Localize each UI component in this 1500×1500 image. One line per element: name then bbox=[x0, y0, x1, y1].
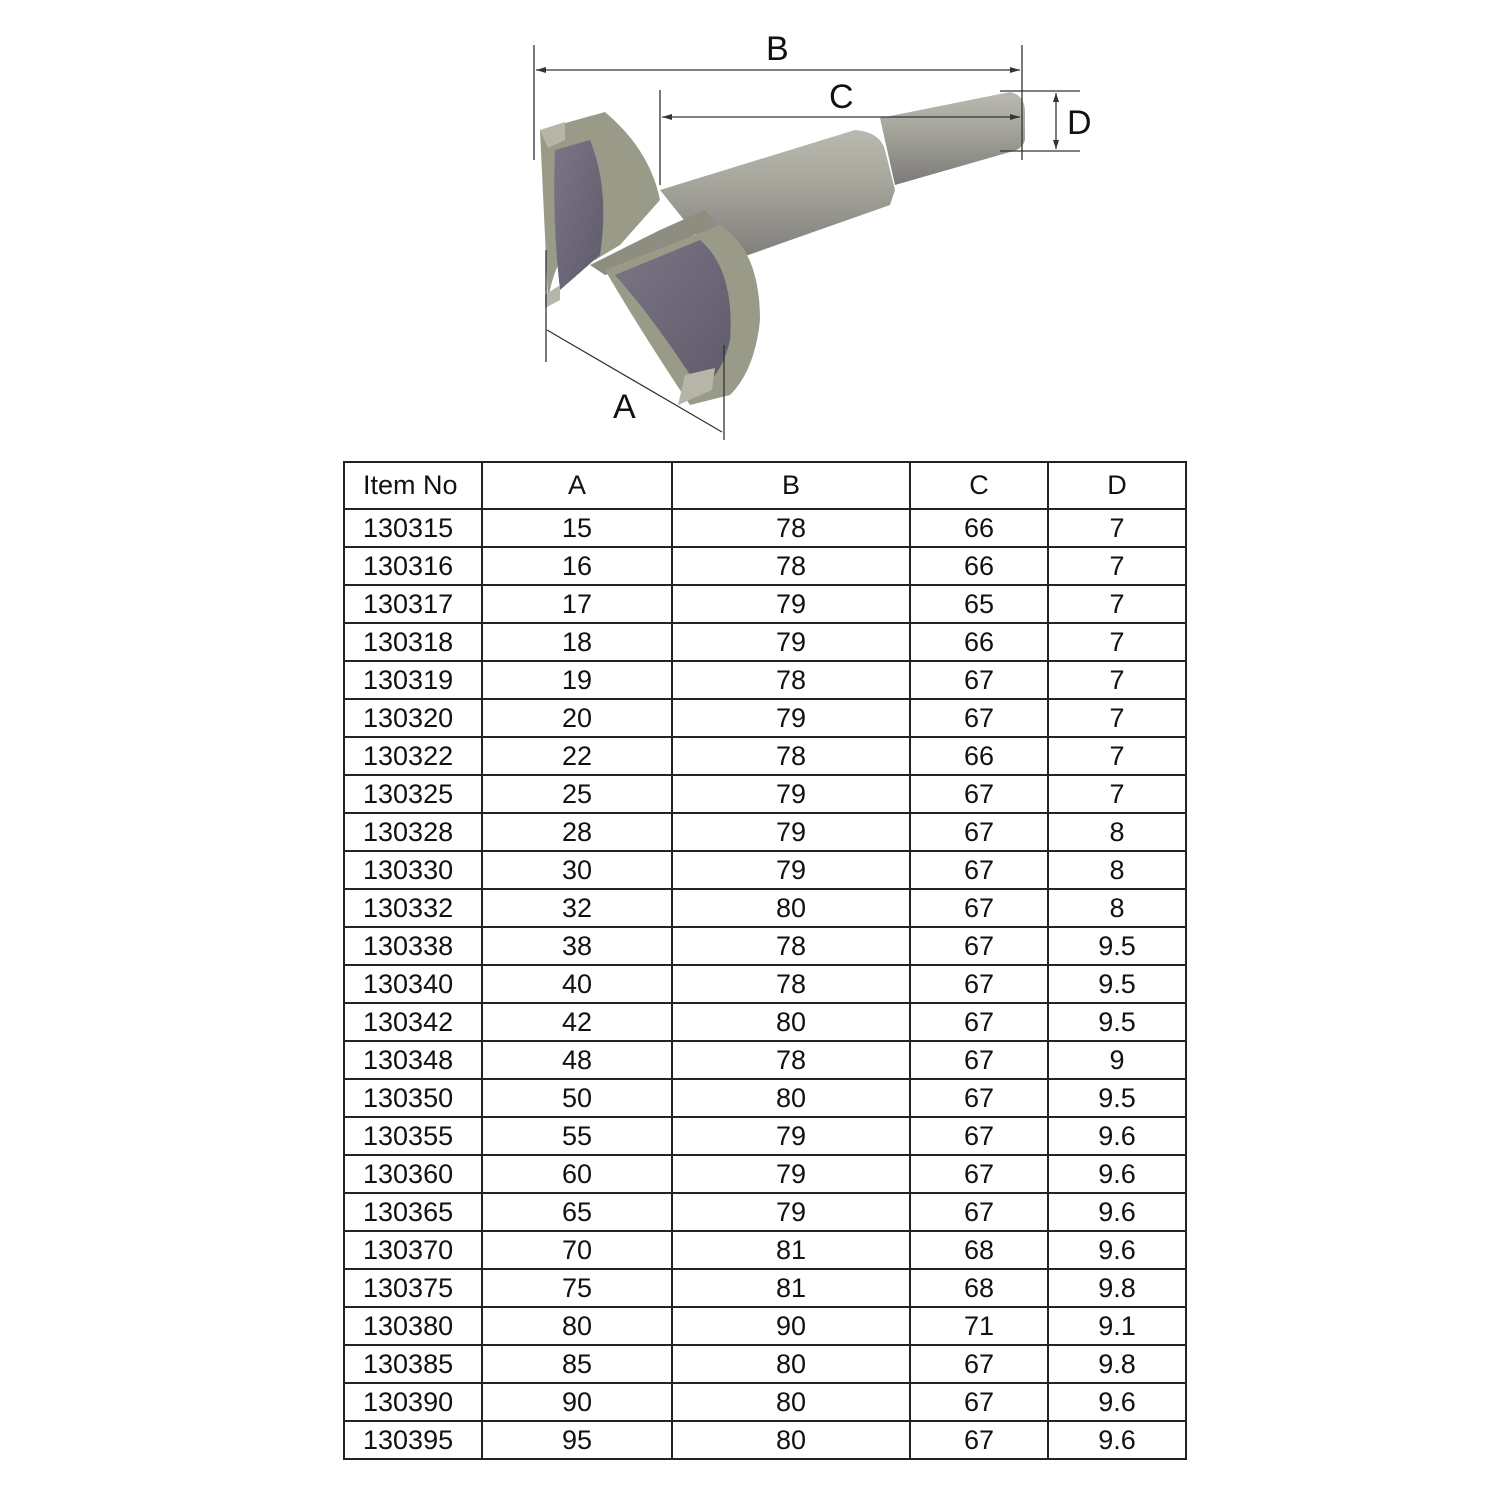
table-row bbox=[344, 1003, 1186, 1041]
a-cell: 95 bbox=[482, 1421, 672, 1459]
table-row bbox=[344, 1383, 1186, 1421]
item-no-cell: 130322 bbox=[344, 737, 482, 775]
d-cell: 9.8 bbox=[1048, 1345, 1186, 1383]
table-row bbox=[344, 699, 1186, 737]
b-cell: 80 bbox=[672, 1003, 910, 1041]
c-cell: 67 bbox=[910, 965, 1048, 1003]
a-cell: 60 bbox=[482, 1155, 672, 1193]
header-item-no: Item No bbox=[344, 462, 482, 509]
b-cell: 80 bbox=[672, 1345, 910, 1383]
b-cell: 80 bbox=[672, 1421, 910, 1459]
b-cell: 81 bbox=[672, 1269, 910, 1307]
table-row bbox=[344, 1155, 1186, 1193]
a-cell: 65 bbox=[482, 1193, 672, 1231]
item-no-cell: 130348 bbox=[344, 1041, 482, 1079]
c-cell: 67 bbox=[910, 1117, 1048, 1155]
b-cell: 78 bbox=[672, 661, 910, 699]
d-cell: 7 bbox=[1048, 699, 1186, 737]
table-row bbox=[344, 623, 1186, 661]
d-cell: 7 bbox=[1048, 509, 1186, 547]
a-cell: 16 bbox=[482, 547, 672, 585]
item-no-cell: 130365 bbox=[344, 1193, 482, 1231]
c-cell: 67 bbox=[910, 1421, 1048, 1459]
header-a: A bbox=[482, 462, 672, 509]
dimension-label-d: D bbox=[1067, 104, 1092, 142]
item-no-cell: 130370 bbox=[344, 1231, 482, 1269]
table-row bbox=[344, 1117, 1186, 1155]
d-cell: 9.6 bbox=[1048, 1155, 1186, 1193]
b-cell: 79 bbox=[672, 1117, 910, 1155]
item-no-cell: 130342 bbox=[344, 1003, 482, 1041]
table-row bbox=[344, 585, 1186, 623]
c-cell: 67 bbox=[910, 851, 1048, 889]
d-cell: 9.6 bbox=[1048, 1117, 1186, 1155]
d-cell: 9.6 bbox=[1048, 1231, 1186, 1269]
d-cell: 8 bbox=[1048, 889, 1186, 927]
c-cell: 67 bbox=[910, 1041, 1048, 1079]
b-cell: 79 bbox=[672, 623, 910, 661]
b-cell: 79 bbox=[672, 1193, 910, 1231]
b-cell: 78 bbox=[672, 547, 910, 585]
d-cell: 9.5 bbox=[1048, 1079, 1186, 1117]
d-cell: 9.5 bbox=[1048, 965, 1186, 1003]
d-cell: 8 bbox=[1048, 813, 1186, 851]
d-cell: 9.1 bbox=[1048, 1307, 1186, 1345]
d-cell: 9.8 bbox=[1048, 1269, 1186, 1307]
drill-bit-illustration bbox=[0, 0, 1500, 450]
c-cell: 68 bbox=[910, 1231, 1048, 1269]
c-cell: 67 bbox=[910, 1383, 1048, 1421]
b-cell: 81 bbox=[672, 1231, 910, 1269]
item-no-cell: 130338 bbox=[344, 927, 482, 965]
d-cell: 7 bbox=[1048, 661, 1186, 699]
c-cell: 67 bbox=[910, 927, 1048, 965]
b-cell: 78 bbox=[672, 509, 910, 547]
b-cell: 78 bbox=[672, 1041, 910, 1079]
item-no-cell: 130317 bbox=[344, 585, 482, 623]
item-no-cell: 130319 bbox=[344, 661, 482, 699]
item-no-cell: 130318 bbox=[344, 623, 482, 661]
table-row bbox=[344, 1041, 1186, 1079]
table-row bbox=[344, 813, 1186, 851]
item-no-cell: 130328 bbox=[344, 813, 482, 851]
c-cell: 67 bbox=[910, 1155, 1048, 1193]
table-row bbox=[344, 1345, 1186, 1383]
c-cell: 67 bbox=[910, 699, 1048, 737]
d-cell: 7 bbox=[1048, 737, 1186, 775]
table-row bbox=[344, 851, 1186, 889]
a-cell: 28 bbox=[482, 813, 672, 851]
a-cell: 80 bbox=[482, 1307, 672, 1345]
c-cell: 66 bbox=[910, 509, 1048, 547]
dimension-label-c: C bbox=[829, 78, 854, 116]
item-no-cell: 130320 bbox=[344, 699, 482, 737]
specification-table bbox=[343, 461, 1187, 1460]
table-row bbox=[344, 1269, 1186, 1307]
item-no-cell: 130340 bbox=[344, 965, 482, 1003]
d-cell: 8 bbox=[1048, 851, 1186, 889]
a-cell: 55 bbox=[482, 1117, 672, 1155]
table-row bbox=[344, 547, 1186, 585]
item-no-cell: 130380 bbox=[344, 1307, 482, 1345]
table-row bbox=[344, 965, 1186, 1003]
header-b: B bbox=[672, 462, 910, 509]
a-cell: 30 bbox=[482, 851, 672, 889]
c-cell: 67 bbox=[910, 775, 1048, 813]
table-row bbox=[344, 889, 1186, 927]
item-no-cell: 130385 bbox=[344, 1345, 482, 1383]
a-cell: 20 bbox=[482, 699, 672, 737]
b-cell: 79 bbox=[672, 699, 910, 737]
d-cell: 9.6 bbox=[1048, 1383, 1186, 1421]
d-cell: 9.5 bbox=[1048, 1003, 1186, 1041]
b-cell: 80 bbox=[672, 889, 910, 927]
item-no-cell: 130355 bbox=[344, 1117, 482, 1155]
dimension-label-b: B bbox=[766, 30, 789, 68]
item-no-cell: 130325 bbox=[344, 775, 482, 813]
item-no-cell: 130350 bbox=[344, 1079, 482, 1117]
b-cell: 79 bbox=[672, 813, 910, 851]
a-cell: 15 bbox=[482, 509, 672, 547]
drill-bit-diagram bbox=[0, 0, 1500, 450]
b-cell: 78 bbox=[672, 737, 910, 775]
d-cell: 9.6 bbox=[1048, 1421, 1186, 1459]
b-cell: 79 bbox=[672, 851, 910, 889]
item-no-cell: 130395 bbox=[344, 1421, 482, 1459]
item-no-cell: 130316 bbox=[344, 547, 482, 585]
a-cell: 75 bbox=[482, 1269, 672, 1307]
table-row bbox=[344, 1307, 1186, 1345]
a-cell: 90 bbox=[482, 1383, 672, 1421]
table-row bbox=[344, 1231, 1186, 1269]
a-cell: 19 bbox=[482, 661, 672, 699]
d-cell: 7 bbox=[1048, 585, 1186, 623]
b-cell: 90 bbox=[672, 1307, 910, 1345]
table-row bbox=[344, 661, 1186, 699]
a-cell: 25 bbox=[482, 775, 672, 813]
d-cell: 9.5 bbox=[1048, 927, 1186, 965]
header-d: D bbox=[1048, 462, 1186, 509]
table-row bbox=[344, 1421, 1186, 1459]
header-c: C bbox=[910, 462, 1048, 509]
d-cell: 7 bbox=[1048, 623, 1186, 661]
a-cell: 42 bbox=[482, 1003, 672, 1041]
c-cell: 67 bbox=[910, 661, 1048, 699]
table-row bbox=[344, 775, 1186, 813]
a-cell: 50 bbox=[482, 1079, 672, 1117]
dimension-label-a: A bbox=[613, 388, 636, 426]
b-cell: 79 bbox=[672, 1155, 910, 1193]
a-cell: 22 bbox=[482, 737, 672, 775]
item-no-cell: 130375 bbox=[344, 1269, 482, 1307]
item-no-cell: 130360 bbox=[344, 1155, 482, 1193]
table-row bbox=[344, 509, 1186, 547]
item-no-cell: 130315 bbox=[344, 509, 482, 547]
item-no-cell: 130330 bbox=[344, 851, 482, 889]
c-cell: 67 bbox=[910, 889, 1048, 927]
c-cell: 68 bbox=[910, 1269, 1048, 1307]
table-row bbox=[344, 1193, 1186, 1231]
table-header-row bbox=[344, 462, 1186, 509]
a-cell: 70 bbox=[482, 1231, 672, 1269]
b-cell: 80 bbox=[672, 1383, 910, 1421]
b-cell: 78 bbox=[672, 965, 910, 1003]
item-no-cell: 130332 bbox=[344, 889, 482, 927]
a-cell: 18 bbox=[482, 623, 672, 661]
c-cell: 66 bbox=[910, 737, 1048, 775]
b-cell: 79 bbox=[672, 585, 910, 623]
d-cell: 9.6 bbox=[1048, 1193, 1186, 1231]
table-row bbox=[344, 737, 1186, 775]
a-cell: 48 bbox=[482, 1041, 672, 1079]
b-cell: 78 bbox=[672, 927, 910, 965]
b-cell: 79 bbox=[672, 775, 910, 813]
d-cell: 7 bbox=[1048, 547, 1186, 585]
item-no-cell: 130390 bbox=[344, 1383, 482, 1421]
c-cell: 67 bbox=[910, 1193, 1048, 1231]
c-cell: 65 bbox=[910, 585, 1048, 623]
d-cell: 7 bbox=[1048, 775, 1186, 813]
c-cell: 71 bbox=[910, 1307, 1048, 1345]
table-row bbox=[344, 1079, 1186, 1117]
d-cell: 9 bbox=[1048, 1041, 1186, 1079]
table-row bbox=[344, 927, 1186, 965]
a-cell: 40 bbox=[482, 965, 672, 1003]
c-cell: 67 bbox=[910, 1345, 1048, 1383]
c-cell: 67 bbox=[910, 1003, 1048, 1041]
b-cell: 80 bbox=[672, 1079, 910, 1117]
a-cell: 17 bbox=[482, 585, 672, 623]
a-cell: 32 bbox=[482, 889, 672, 927]
c-cell: 67 bbox=[910, 1079, 1048, 1117]
c-cell: 67 bbox=[910, 813, 1048, 851]
a-cell: 85 bbox=[482, 1345, 672, 1383]
a-cell: 38 bbox=[482, 927, 672, 965]
c-cell: 66 bbox=[910, 547, 1048, 585]
c-cell: 66 bbox=[910, 623, 1048, 661]
